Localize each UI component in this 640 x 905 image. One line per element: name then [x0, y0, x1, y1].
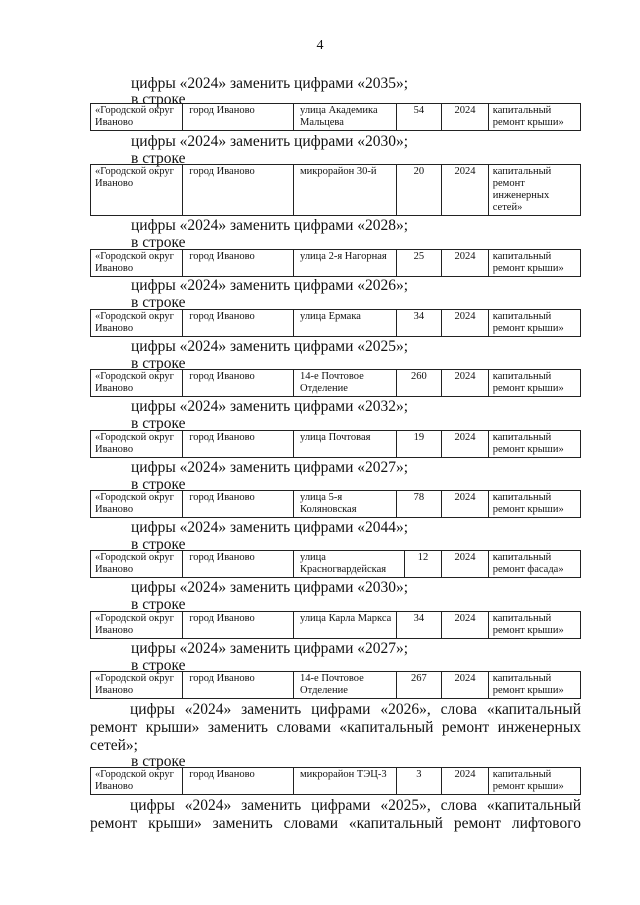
cell-district: «Городской округ Иваново — [91, 431, 183, 458]
instruction-text: цифры «2024» заменить цифрами «2030»; — [131, 579, 409, 596]
cell-work-type: капитальный ремонт крыши» — [488, 310, 580, 337]
cell-address: улица Красногвардейская — [294, 551, 405, 578]
cell-city: город Иваново — [183, 491, 294, 518]
table-row — [90, 430, 581, 458]
cell-city: город Иваново — [183, 310, 294, 337]
cell-house: 3 — [396, 768, 442, 795]
in-row-label: в строке — [131, 150, 186, 167]
cell-year: 2024 — [442, 491, 489, 518]
cell-address: улица 2-я Нагорная — [294, 250, 397, 277]
cell-address: улица Академика Мальцева — [294, 104, 397, 131]
cell-city: город Иваново — [183, 370, 294, 397]
table-row — [90, 490, 581, 518]
cell-year: 2024 — [442, 250, 489, 277]
in-row-label: в строке — [131, 536, 186, 553]
cell-year: 2024 — [442, 370, 489, 397]
table-row — [90, 164, 581, 216]
cell-work-type: капитальный ремонт крыши» — [488, 491, 580, 518]
in-row-label: в строке — [131, 355, 186, 372]
cell-work-type: капитальный ремонт крыши» — [488, 768, 580, 795]
cell-district: «Городской округ Иваново — [91, 165, 183, 216]
cell-address: микрорайон 30-й — [294, 165, 397, 216]
cell-district: «Городской округ Иваново — [91, 250, 183, 277]
instruction-text: цифры «2024» заменить цифрами «2027»; — [131, 640, 409, 657]
table-row — [90, 611, 581, 639]
cell-address: улица Ермака — [294, 310, 397, 337]
instruction-text: цифры «2024» заменить цифрами «2030»; — [131, 133, 409, 150]
in-row-label: в строке — [131, 476, 186, 493]
in-row-label: в строке — [131, 234, 186, 251]
in-row-label: в строке — [131, 657, 186, 674]
in-row-label: в строке — [131, 753, 186, 770]
table-row — [90, 550, 581, 578]
cell-house: 25 — [396, 250, 442, 277]
in-row-label: в строке — [131, 596, 186, 613]
cell-address: 14-е Почтовое Отделение — [294, 370, 397, 397]
cell-district: «Городской округ Иваново — [91, 310, 183, 337]
cell-year: 2024 — [442, 310, 489, 337]
instruction-text: цифры «2024» заменить цифрами «2025»; — [131, 338, 409, 355]
instruction-text: цифры «2024» заменить цифрами «2035»; — [131, 75, 409, 92]
cell-work-type: капитальный ремонт крыши» — [488, 370, 580, 397]
cell-house: 12 — [404, 551, 441, 578]
cell-year: 2024 — [442, 431, 489, 458]
cell-district: «Городской округ Иваново — [91, 768, 183, 795]
cell-year: 2024 — [442, 612, 489, 639]
in-row-label: в строке — [131, 415, 186, 432]
in-row-label: в строке — [131, 294, 186, 311]
instruction-text: цифры «2024» заменить цифрами «2028»; — [131, 217, 409, 234]
instruction-text: цифры «2024» заменить цифрами «2044»; — [131, 519, 409, 536]
cell-work-type: капитальный ремонт крыши» — [488, 612, 580, 639]
cell-house: 34 — [396, 612, 442, 639]
cell-work-type: капитальный ремонт крыши» — [488, 250, 580, 277]
cell-district: «Городской округ Иваново — [91, 672, 183, 699]
table-row — [90, 369, 581, 397]
cell-city: город Иваново — [183, 431, 294, 458]
cell-house: 267 — [396, 672, 442, 699]
cell-city: город Иваново — [183, 551, 294, 578]
table-row — [90, 103, 581, 131]
cell-district: «Городской округ Иваново — [91, 104, 183, 131]
cell-house: 19 — [396, 431, 442, 458]
cell-district: «Городской округ Иваново — [91, 370, 183, 397]
cell-work-type: капитальный ремонт фасада» — [488, 551, 580, 578]
cell-year: 2024 — [442, 672, 489, 699]
table-row — [90, 249, 581, 277]
cell-year: 2024 — [442, 551, 489, 578]
instruction-text: цифры «2024» заменить цифрами «2032»; — [131, 398, 409, 415]
paragraph-text: цифры «2024» заменить цифрами «2025», слова «капитальный ремонт крыши» заменить словами «капитальный ремонт лифтового — [90, 797, 581, 832]
cell-address: улица Почтовая — [294, 431, 397, 458]
cell-house: 54 — [396, 104, 442, 131]
cell-city: город Иваново — [183, 165, 294, 216]
cell-house: 78 — [396, 491, 442, 518]
cell-address: улица 5-я Коляновская — [294, 491, 397, 518]
in-row-label: в строке — [131, 91, 186, 108]
cell-house: 20 — [396, 165, 442, 216]
cell-city: город Иваново — [183, 768, 294, 795]
cell-work-type: капитальный ремонт инженерных сетей» — [488, 165, 580, 216]
table-row — [90, 671, 581, 699]
paragraph-text: цифры «2024» заменить цифрами «2026», слова «капитальный ремонт крыши» заменить словами «капитальный ремонт инженерных сетей»; — [90, 701, 581, 754]
cell-city: город Иваново — [183, 672, 294, 699]
cell-year: 2024 — [442, 104, 489, 131]
cell-house: 34 — [396, 310, 442, 337]
cell-address: микрорайон ТЭЦ-3 — [294, 768, 397, 795]
cell-year: 2024 — [442, 768, 489, 795]
cell-district: «Городской округ Иваново — [91, 491, 183, 518]
page-number: 4 — [316, 38, 324, 53]
cell-work-type: капитальный ремонт крыши» — [488, 672, 580, 699]
cell-house: 260 — [396, 370, 442, 397]
instruction-text: цифры «2024» заменить цифрами «2027»; — [131, 459, 409, 476]
cell-city: город Иваново — [183, 612, 294, 639]
instruction-text: цифры «2024» заменить цифрами «2026»; — [131, 277, 409, 294]
cell-address: 14-е Почтовое Отделение — [294, 672, 397, 699]
cell-district: «Городской округ Иваново — [91, 551, 183, 578]
table-row — [90, 309, 581, 337]
cell-year: 2024 — [442, 165, 489, 216]
cell-work-type: капитальный ремонт крыши» — [488, 104, 580, 131]
cell-address: улица Карла Маркса — [294, 612, 397, 639]
cell-district: «Городской округ Иваново — [91, 612, 183, 639]
cell-work-type: капитальный ремонт крыши» — [488, 431, 580, 458]
cell-city: город Иваново — [183, 104, 294, 131]
cell-city: город Иваново — [183, 250, 294, 277]
table-row — [90, 767, 581, 795]
